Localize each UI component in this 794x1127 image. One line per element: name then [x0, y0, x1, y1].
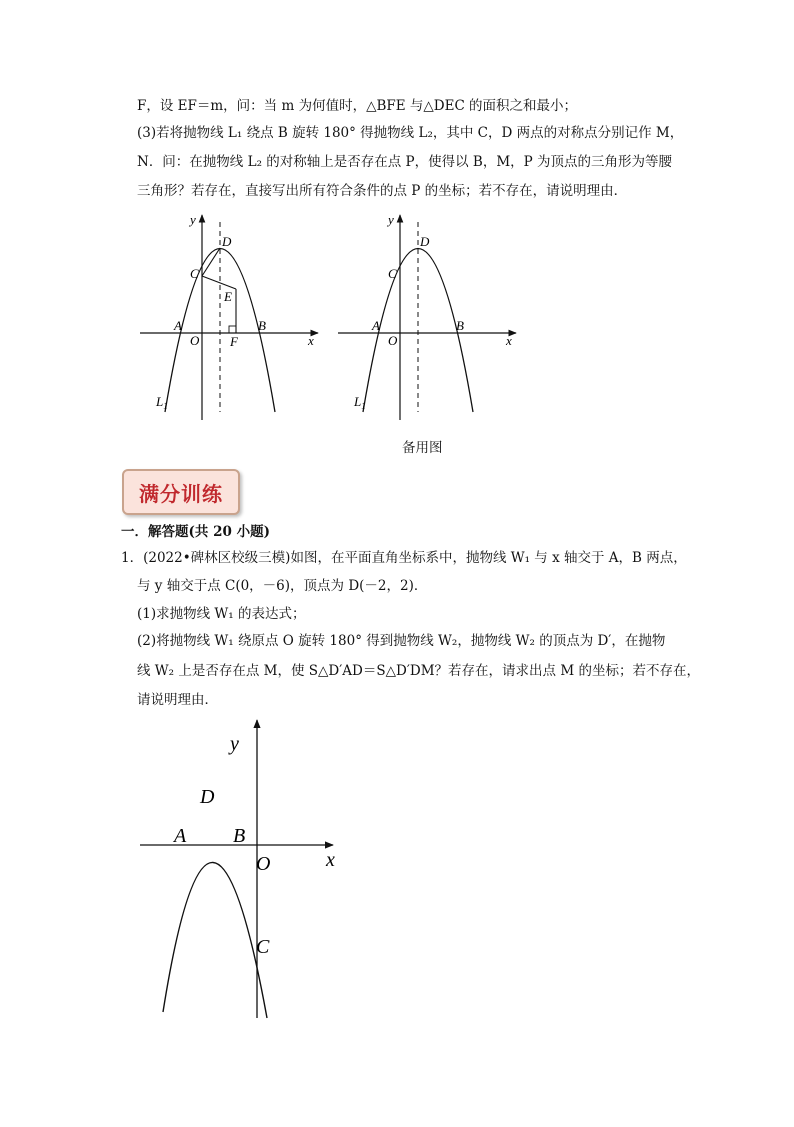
fig3-parabola	[163, 862, 267, 1018]
fig3-label-y: y	[230, 733, 239, 755]
fig2-label-b: B	[456, 318, 464, 333]
fig1-label-x: x	[308, 333, 314, 348]
text-line-1: F，设 EF＝m，问：当 m 为何值时，△BFE 与△DEC 的面积之和最小；	[137, 98, 578, 114]
fig1-label-d: D	[222, 234, 232, 249]
fig2-label-l1: $L_1$	[354, 394, 366, 411]
fig1-label-y: y	[190, 212, 196, 227]
fig1-right-angle-mark	[229, 326, 236, 333]
fig1-label-b: B	[258, 318, 266, 333]
fig1-label-l1: $L_1$	[156, 394, 168, 411]
fig1-segment-ce	[202, 276, 236, 289]
fig2-label-y: y	[388, 212, 394, 227]
q1-line-1: 1．(2022•碑林区校级三模)如图，在平面直角坐标系中，抛物线 W₁ 与 x 轴交于 A，B 两点，	[121, 550, 687, 566]
fig2-label-c: C	[388, 266, 397, 281]
fig1-label-f: F	[230, 334, 238, 349]
section-title: 一．解答题(共 20 小题)	[121, 524, 270, 540]
fig1-label-c: C	[190, 266, 199, 281]
fig1-label-a: A	[174, 318, 182, 333]
fig3-label-c: C	[256, 936, 270, 958]
fig3-label-x: x	[326, 849, 335, 871]
fig3-label-a: A	[174, 825, 187, 847]
fig2-label-x: x	[506, 333, 512, 348]
fig3-label-d: D	[200, 786, 215, 808]
text-line-2: (3)若将抛物线 L₁ 绕点 B 旋转 180° 得抛物线 L₂，其中 C，D 两点的对称点分别记作 M，	[137, 125, 684, 141]
fig1-label-o: O	[190, 333, 200, 348]
q1-line-3: (1)求抛物线 W₁ 的表达式；	[137, 606, 306, 622]
text-line-3: N．问：在抛物线 L₂ 的对称轴上是否存在点 P，使得以 B，M，P 为顶点的三角形为等腰	[137, 154, 673, 170]
fig1-label-e: E	[224, 289, 232, 304]
fig1-parabola	[165, 249, 275, 413]
fig3-label-o: O	[256, 853, 271, 875]
fig1-segment-cd	[202, 248, 220, 276]
q1-line-2: 与 y 轴交于点 C(0，－6)，顶点为 D(－2，2)．	[137, 578, 428, 594]
q1-line-5: 线 W₂ 上是否存在点 M，使 S△D′AD＝S△D′DM？若存在，请求出点 M 的坐标；若不存在，	[137, 663, 700, 679]
fig2-parabola	[363, 249, 473, 413]
text-line-4: 三角形？若存在，直接写出所有符合条件的点 P 的坐标；若不存在，请说明理由．	[137, 183, 628, 199]
full-score-training-badge	[122, 469, 240, 515]
fig2-label-o: O	[388, 333, 398, 348]
fig2-caption: 备用图	[402, 440, 443, 456]
fig2-label-a: A	[372, 318, 380, 333]
fig3-label-b: B	[233, 825, 246, 847]
fig2-label-d: D	[420, 234, 430, 249]
badge-label: 满分训练	[139, 481, 223, 506]
q1-line-4: (2)将抛物线 W₁ 绕原点 O 旋转 180° 得到抛物线 W₂，抛物线 W₂ 的顶点为 D′，在抛物	[137, 633, 666, 649]
q1-line-6: 请说明理由．	[137, 692, 218, 708]
